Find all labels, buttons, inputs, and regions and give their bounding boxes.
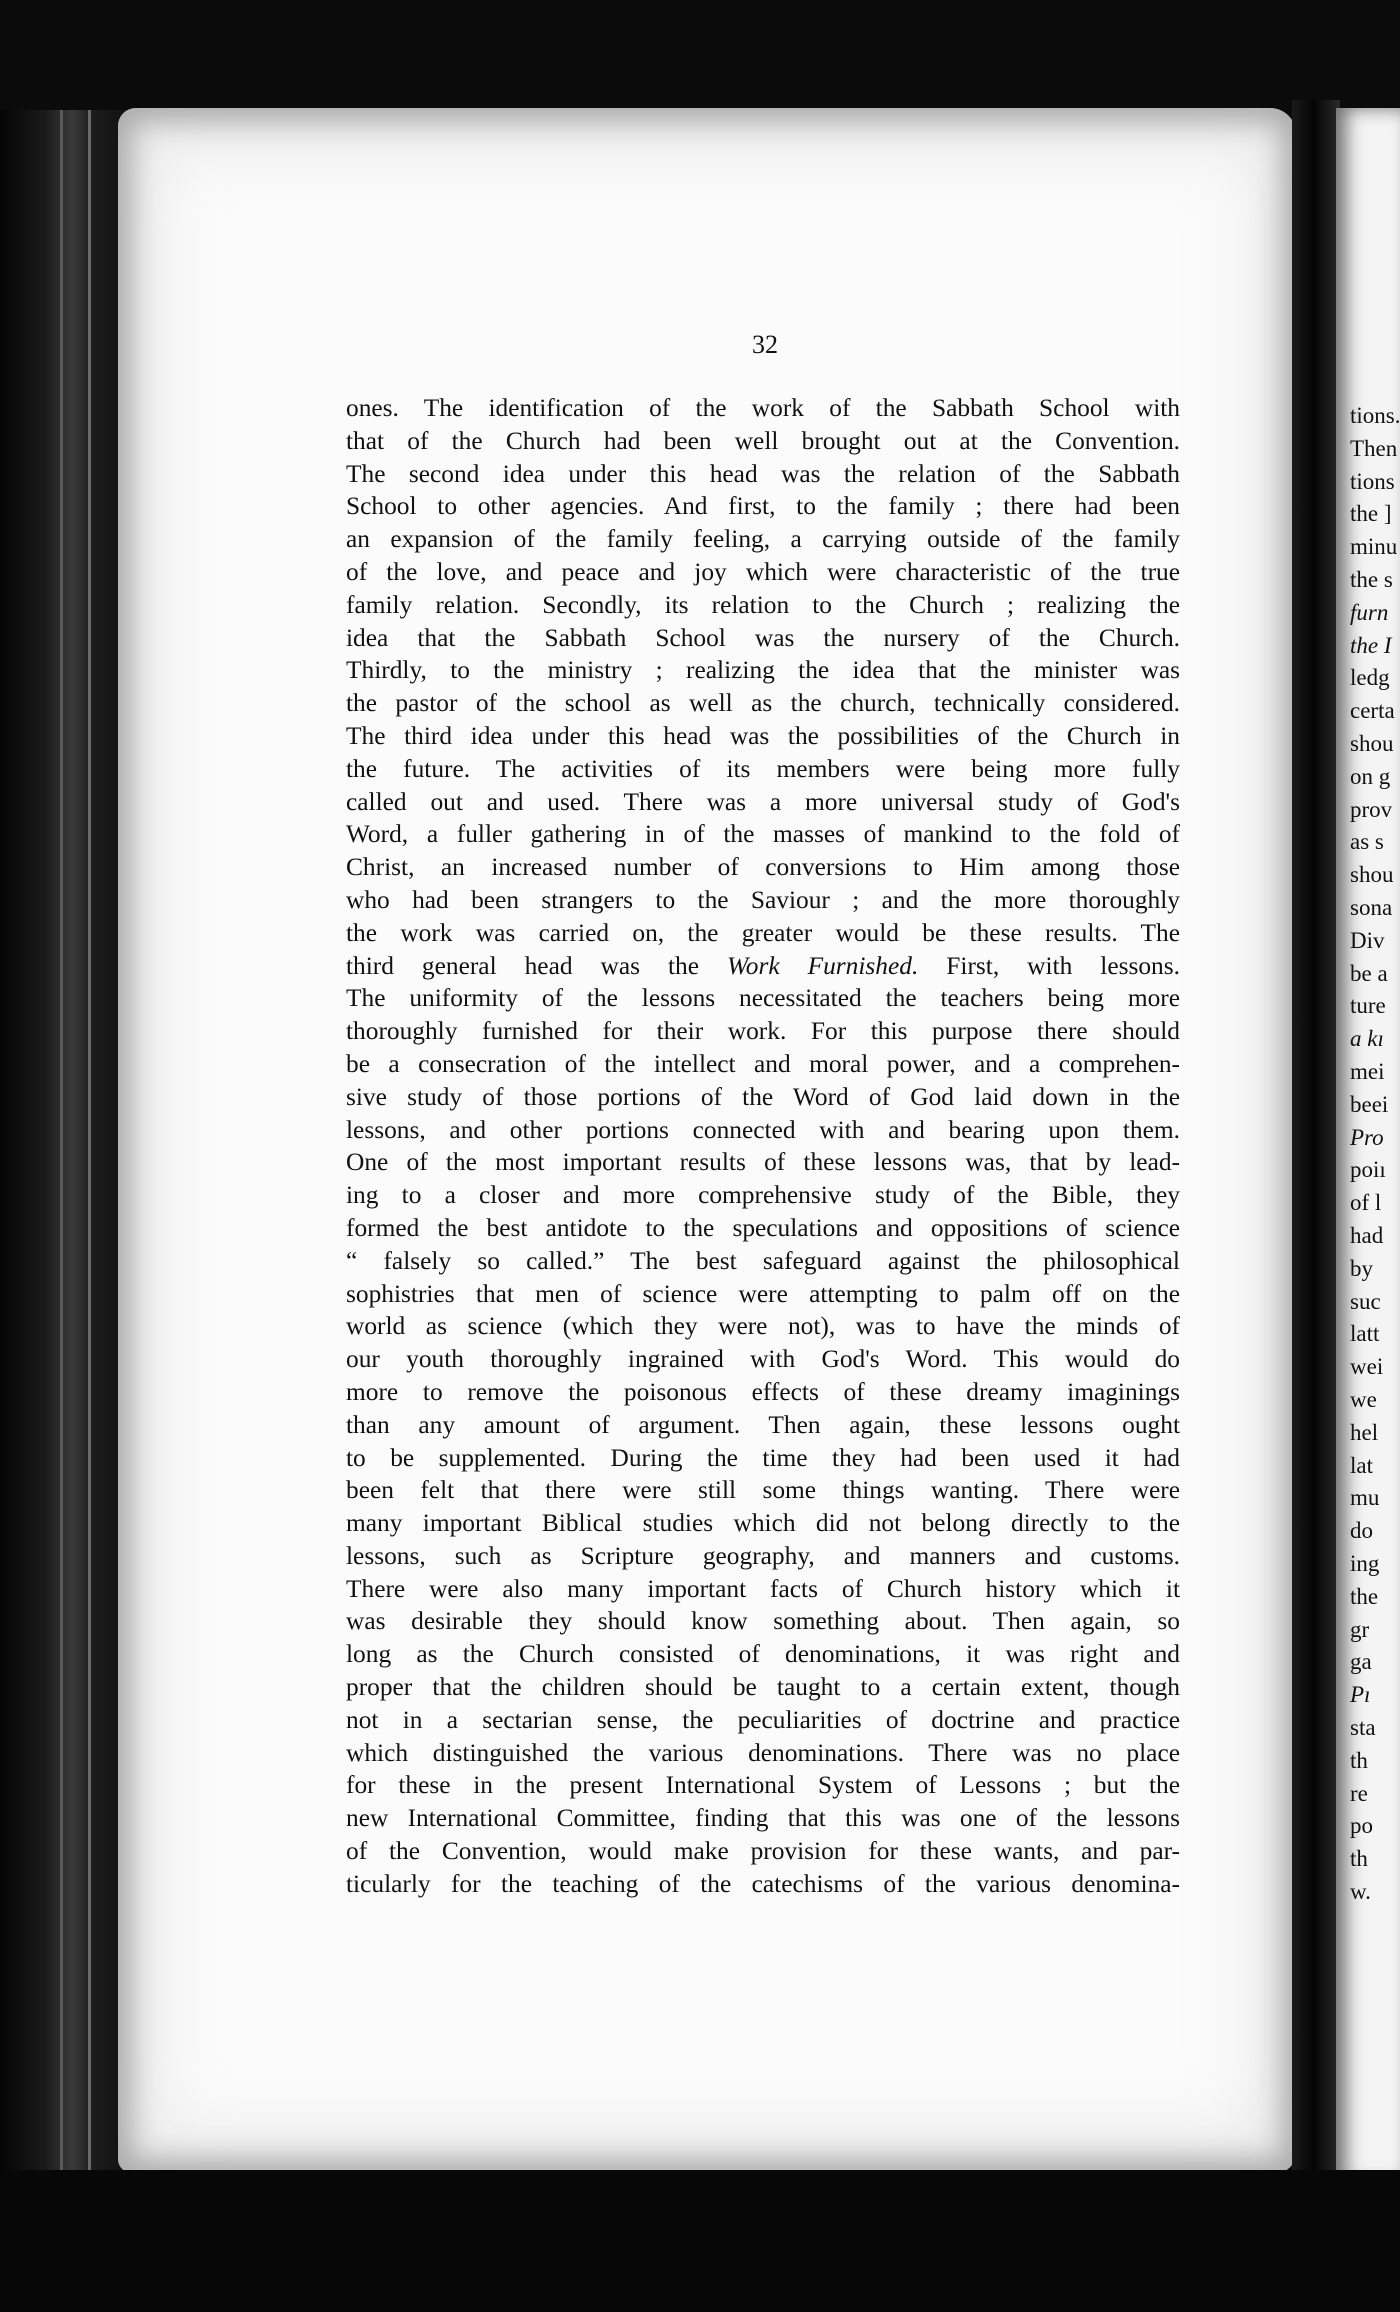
facing-page-fragment: latt [1350, 1321, 1380, 1347]
page-body-text [346, 392, 1180, 1901]
text-line: of the love, and peace and joy which were characteristic of the true [346, 557, 1180, 586]
italic-title: Work Furnished. [726, 951, 919, 980]
facing-page-fragment: mu [1350, 1485, 1380, 1511]
text-line: The second idea under this head was the relation of the Sabbath [346, 459, 1180, 488]
facing-page-fragment: suc [1350, 1288, 1381, 1314]
facing-page-fragment: the ] [1350, 501, 1392, 527]
facing-page-fragment: of l [1350, 1190, 1382, 1216]
text-line: new International Committee, finding that this was one of the lessons [346, 1804, 1180, 1833]
text-line: who had been strangers to the Saviour ; and the more thoroughly [346, 885, 1180, 914]
facing-page-fragment: beei [1350, 1091, 1389, 1117]
facing-page-fragment: as s [1350, 829, 1384, 855]
text-line: for these in the present International System of Lessons ; but the [346, 1771, 1180, 1800]
text-line: to be supplemented. During the time they had been used it had [346, 1443, 1180, 1472]
text-line: ticularly for the teaching of the catechisms of the various denomina- [346, 1869, 1180, 1898]
facing-page-fragment: gr [1350, 1616, 1370, 1642]
facing-page-fragment: the [1350, 1583, 1379, 1609]
text-line: which distinguished the various denominations. There was no place [346, 1738, 1180, 1767]
text-line: the future. The activities of its members were being more fully [346, 754, 1180, 783]
facing-page-fragment: by [1350, 1255, 1373, 1281]
scan-bottom-margin [0, 2170, 1400, 2312]
text-line: ones. The identification of the work of the Sabbath School with [346, 394, 1180, 422]
text-line: the pastor of the school as well as the church, technically considered. [346, 689, 1180, 718]
facing-page-fragment: re [1350, 1780, 1368, 1806]
text-line: lessons, and other portions connected with and bearing upon them. [346, 1115, 1180, 1144]
facing-page-fragment: wei [1350, 1354, 1384, 1380]
text-line: family relation. Secondly, its relation to the Church ; realizing the [346, 590, 1180, 619]
facing-page-fragment: po [1350, 1813, 1373, 1839]
text-line: sive study of those portions of the Word of God laid down in the [346, 1082, 1180, 1111]
facing-page-fragment: ga [1350, 1649, 1372, 1675]
facing-page-fragment: a kı [1350, 1026, 1384, 1052]
facing-page-fragment: ing [1350, 1551, 1380, 1576]
facing-page-fragment: certa [1350, 698, 1395, 724]
facing-page-fragment: furn [1350, 599, 1389, 625]
text-line: world as science (which they were not), was to have the minds of [346, 1312, 1180, 1341]
facing-page-fragment: minu [1350, 534, 1398, 560]
facing-page-fragment: Pro [1350, 1124, 1384, 1150]
facing-page-fragment: Div [1350, 927, 1385, 953]
facing-page-edge [1336, 108, 1400, 2183]
text-line: One of the most important results of these lessons was, that by lead- [346, 1148, 1180, 1177]
text-line: lessons, such as Scripture geography, and manners and customs. [346, 1541, 1180, 1570]
facing-page-fragment: Then [1350, 435, 1398, 461]
text-line: third general head was the Work Furnished. First, with lessons. [346, 951, 1180, 980]
facing-page-fragment: th [1350, 1747, 1368, 1773]
facing-page-fragment: had [1350, 1223, 1384, 1248]
facing-page-fragment: lat [1350, 1452, 1373, 1478]
text-line: been felt that there were still some things wanting. There were [346, 1476, 1180, 1505]
facing-page-fragment: on g [1350, 763, 1391, 789]
facing-page-fragment: w. [1350, 1879, 1371, 1904]
facing-page-fragment: be a [1350, 960, 1388, 986]
text-line: Thirdly, to the ministry ; realizing the idea that the minister was [346, 656, 1180, 685]
text-line: thoroughly furnished for their work. For this purpose there should [346, 1017, 1180, 1046]
facing-page-fragment: th [1350, 1846, 1368, 1872]
facing-page-fragment: sona [1350, 895, 1393, 920]
text-line: called out and used. There was a more universal study of God's [346, 787, 1180, 816]
text-line: not in a sectarian sense, the peculiarities of doctrine and practice [346, 1705, 1180, 1734]
scan-top-margin [0, 0, 1400, 120]
text-line: School to other agencies. And first, to the family ; there had been [346, 492, 1180, 521]
facing-page-fragment: the s [1350, 567, 1393, 592]
text-line: our youth thoroughly ingrained with God's Word. This would do [346, 1345, 1180, 1374]
facing-page-fragment: shou [1350, 731, 1394, 756]
facing-page-fragment: mei [1350, 1059, 1385, 1084]
facing-page-fragment: do [1350, 1518, 1373, 1544]
text-line: many important Biblical studies which did not belong directly to the [346, 1509, 1180, 1538]
text-line: The uniformity of the lessons necessitated the teachers being more [346, 984, 1180, 1013]
facing-page-fragment: prov [1350, 796, 1393, 822]
text-line: of the Convention, would make provision for these wants, and par- [346, 1837, 1180, 1866]
text-line: Word, a fuller gathering in of the masses of mankind to the fold of [346, 820, 1180, 849]
text-line: sophistries that men of science were attempting to palm off on the [346, 1279, 1180, 1308]
facing-page-fragment: ledg [1350, 665, 1390, 691]
binding-edge-line [88, 110, 91, 2190]
text-line: than any amount of argument. Then again, these lessons ought [346, 1410, 1180, 1439]
facing-page-fragment: tions [1350, 468, 1395, 494]
text-line: the work was carried on, the greater would be these results. The [346, 918, 1180, 947]
facing-page-fragment: sta [1350, 1715, 1376, 1740]
facing-page-fragment: ture [1350, 993, 1386, 1019]
page-gutter [1292, 100, 1340, 2190]
text-line: long as the Church consisted of denominations, it was right and [346, 1640, 1180, 1669]
text-line: proper that the children should be taught to a certain extent, though [346, 1673, 1180, 1702]
text-line: Christ, an increased number of conversions to Him among those [346, 853, 1180, 882]
text-line: that of the Church had been well brought out at the Convention. [346, 426, 1180, 455]
facing-page-fragment: hel [1350, 1419, 1379, 1445]
text-line: There were also many important facts of Church history which it [346, 1574, 1180, 1603]
facing-page-fragment: we [1350, 1387, 1377, 1412]
text-line: formed the best antidote to the speculations and oppositions of science [346, 1213, 1180, 1242]
binding-edge-line [60, 110, 63, 2190]
text-line: “ falsely so called.” The best safeguard against the philosophical [346, 1246, 1180, 1275]
facing-page-fragment: Pı [1350, 1682, 1371, 1708]
facing-page-fragment: the I [1350, 632, 1392, 658]
text-line: an expansion of the family feeling, a carrying outside of the family [346, 525, 1180, 554]
facing-page-fragment: tions. [1350, 403, 1400, 428]
page-number: 32 [752, 330, 778, 359]
text-line: more to remove the poisonous effects of these dreamy imaginings [346, 1377, 1180, 1406]
facing-page-fragment: poiı [1350, 1157, 1386, 1183]
text-line: idea that the Sabbath School was the nursery of the Church. [346, 623, 1180, 652]
text-line: was desirable they should know something about. Then again, so [346, 1607, 1180, 1636]
text-line: ing to a closer and more comprehensive study of the Bible, they [346, 1181, 1180, 1210]
text-line: The third idea under this head was the possibilities of the Church in [346, 721, 1180, 750]
text-line: be a consecration of the intellect and moral power, and a comprehen- [346, 1049, 1180, 1078]
facing-page-fragment: shou [1350, 862, 1394, 888]
